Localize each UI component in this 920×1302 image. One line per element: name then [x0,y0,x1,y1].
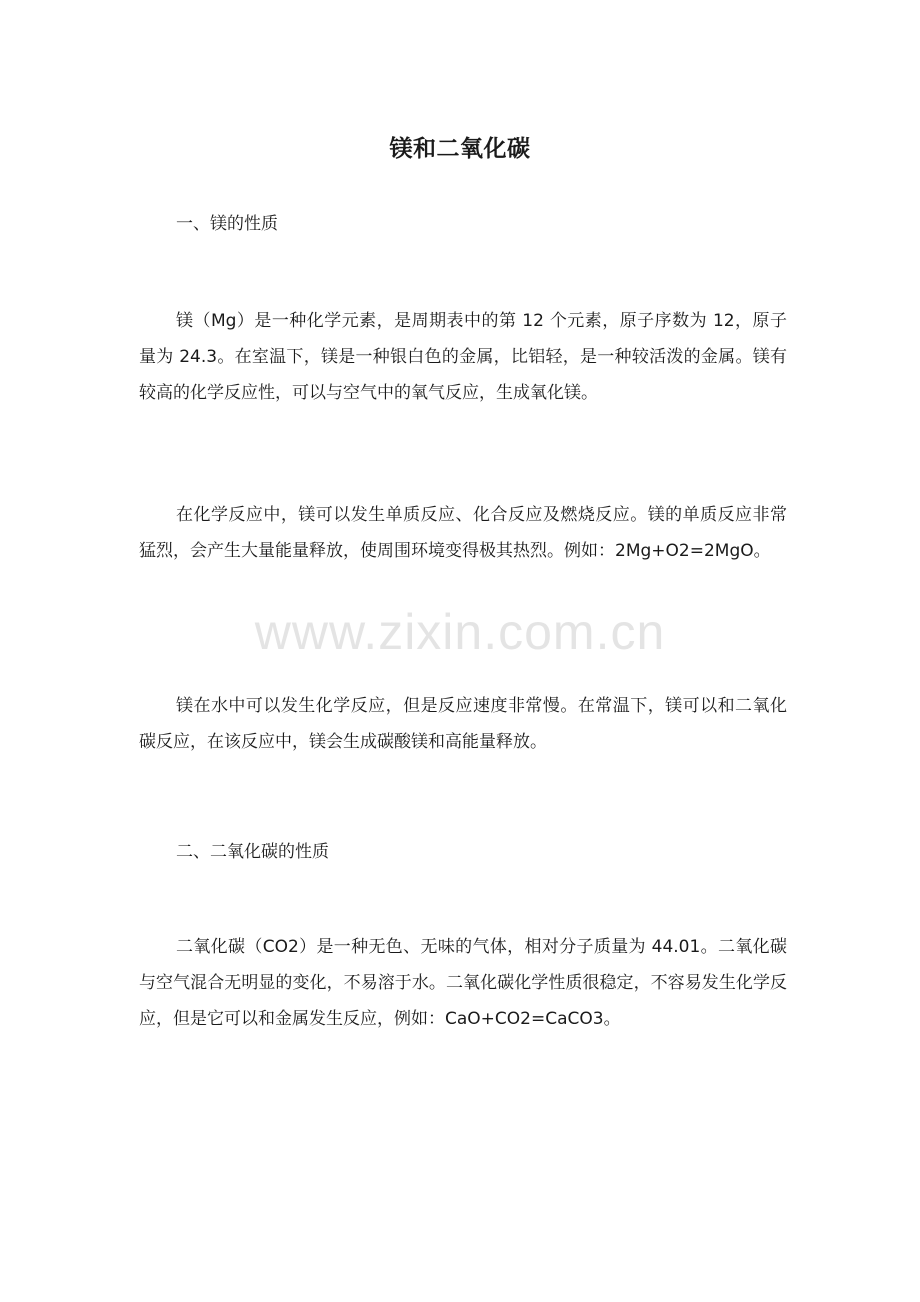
document-title: 镁和二氧化碳 [389,136,531,162]
paragraph-carbon-dioxide: 二氧化碳（CO2）是一种无色、无味的气体，相对分子质量为 44.01。二氧化碳与空气混合无明显的变化，不易溶于水。二氧化碳化学性质很稳定，不容易发生化学反应，但是它可以和金属发生反应，例如：CaO+CO2=CaCO3。 [139,937,787,1029]
section-heading-carbon-dioxide: 二、二氧化碳的性质 [176,842,329,862]
section-heading-magnesium: 一、镁的性质 [176,214,278,234]
watermark: www.zixin.com.cn [254,604,666,660]
paragraph-magnesium-water: 镁在水中可以发生化学反应，但是反应速度非常慢。在常温下，镁可以和二氧化碳反应，在该反应中，镁会生成碳酸镁和高能量释放。 [139,696,787,752]
paragraph-magnesium-reactions: 在化学反应中，镁可以发生单质反应、化合反应及燃烧反应。镁的单质反应非常猛烈，会产生大量能量释放，使周围环境变得极其热烈。例如：2Mg+O2=2MgO。 [139,505,787,561]
paragraph-magnesium-intro: 镁（Mg）是一种化学元素，是周期表中的第 12 个元素，原子序数为 12，原子量为 24.3。在室温下，镁是一种银白色的金属，比铝轻，是一种较活泼的金属。镁有较高的化学反应性，可以与空气中的氧气反应，生成氧化镁。 [139,311,787,403]
